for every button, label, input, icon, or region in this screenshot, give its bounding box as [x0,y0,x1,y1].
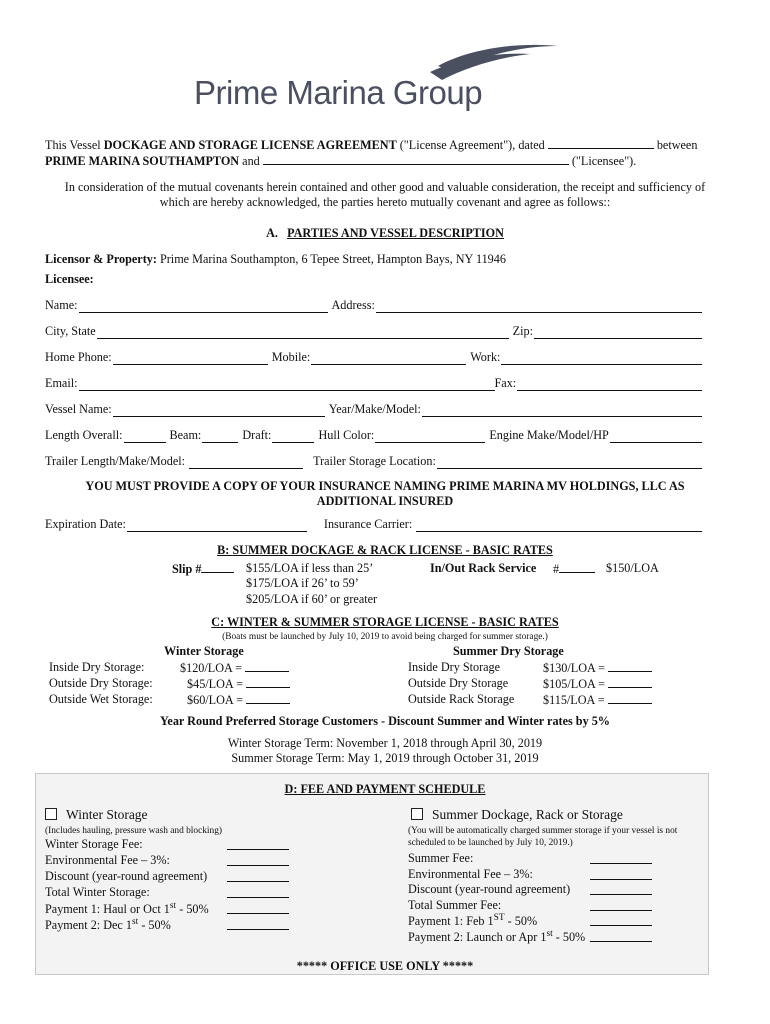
section-a-heading: A. PARTIES AND VESSEL DESCRIPTION [266,226,504,240]
rack-rate: $150/LOA [606,561,659,575]
year-round-discount: Year Round Preferred Storage Customers - Discount Summer and Winter rates by 5% [159,714,610,728]
summer-payment-1-field[interactable] [590,914,652,930]
summer-discount-label: Discount (year-round agreement) [408,882,571,896]
winter-payment-1-label: Payment 1: Haul or Oct 1st - 50% [45,901,209,917]
winter-term: Winter Storage Term: November 1, 2018 through April 30, 2019 [227,736,543,750]
fax-field[interactable] [517,379,702,391]
summer-storage-checkbox[interactable] [411,808,423,820]
winter-rate-label-2: Outside Dry Storage: [49,676,153,690]
winter-outside-wet-amount[interactable] [246,692,290,704]
winter-env-field[interactable] [227,854,289,870]
vessel-row: Vessel Name: Year/Make/Model: [45,402,703,417]
winter-outside-dry-amount[interactable] [246,676,290,688]
slip-rate-1: $155/LOA if less than 25’ [246,561,374,575]
summer-inside-dry-amount[interactable] [608,660,652,672]
summer-rate-2: $105/LOA = [543,676,652,692]
company-logo [190,40,560,120]
winter-fee-label: Winter Storage Fee: [45,837,143,851]
summer-payment-2-label: Payment 2: Launch or Apr 1st - 50% [408,929,586,945]
hull-color-field[interactable] [375,431,485,443]
summer-env-field[interactable] [590,868,652,884]
insurance-row: Expiration Date: Insurance Carrier: [45,517,703,532]
winter-inside-dry-amount[interactable] [245,660,289,672]
winter-payment-2-label: Payment 2: Dec 1st - 50% [45,917,171,933]
section-c-heading: C: WINTER & SUMMER STORAGE LICENSE - BASIC RATES [211,615,559,629]
winter-rate-3: $60/LOA = [187,692,290,708]
insurance-notice-2: ADDITIONAL INSURED [316,494,454,508]
summer-fee-field[interactable] [590,852,652,868]
email-fax-row: Email: Fax: [45,376,703,391]
licensee-name-blank[interactable] [263,153,569,165]
winter-total-field[interactable] [227,886,289,902]
summer-outside-rack-amount[interactable] [608,692,652,704]
summer-total-label: Total Summer Fee: [408,898,502,912]
slip-rate-3: $205/LOA if 60’ or greater [246,592,378,606]
section-c-note: (Boats must be launched by July 10, 2019 to avoid being charged for summer storage.) [222,632,548,642]
summer-rate-3: $115/LOA = [543,692,652,708]
winter-note: (Includes hauling, pressure wash and blocking) [45,826,223,836]
beam-field[interactable] [202,431,238,443]
trailer-row: Trailer Length/Make/Model: Trailer Storage Location: [45,454,703,469]
slip-rate-2: $175/LOA if 26’ to 59’ [246,576,359,590]
trailer-storage-field[interactable] [437,457,702,469]
email-field[interactable] [79,379,495,391]
summer-discount-field[interactable] [590,883,652,899]
winter-rate-label-1: Inside Dry Storage: [49,660,145,674]
rack-number: # [553,561,595,577]
winter-discount-label: Discount (year-round agreement) [45,869,208,883]
winter-storage-checkbox[interactable] [45,808,57,820]
winter-rate-2: $45/LOA = [187,676,290,692]
winter-discount-field[interactable] [227,870,289,886]
winter-total-label: Total Winter Storage: [45,885,150,899]
agreement-line-2: PRIME MARINA SOUTHAMPTON and ("Licensee"). [45,154,637,168]
licensor-line: Licensor & Property: Prime Marina Southampton, 6 Tepee Street, Hampton Bays, NY 11946 [45,252,506,266]
winter-storage-title: Winter Storage [164,644,244,658]
draft-field[interactable] [272,431,314,443]
slip-label: Slip # [172,561,234,577]
summer-note-2: scheduled to be launched by July 10, 2019.) [408,838,573,848]
rack-label: In/Out Rack Service [430,561,537,575]
date-blank[interactable] [548,137,654,149]
expiration-field[interactable] [127,520,307,532]
section-b-heading: B: SUMMER DOCKAGE & RACK LICENSE - BASIC RATES [217,543,553,557]
summer-fee-label: Summer Fee: [408,851,474,865]
summer-rate-label-2: Outside Dry Storage [408,676,509,690]
summer-payment-1-label: Payment 1: Feb 1ST - 50% [408,913,538,929]
length-overall-field[interactable] [124,431,166,443]
consideration-text-2: which are hereby acknowledged, the parties hereto mutually covenant and agree as follows:: [159,195,611,209]
section-d-heading: D: FEE AND PAYMENT SCHEDULE [284,782,486,796]
summer-storage-title: Summer Dry Storage [453,644,564,658]
summer-term: Summer Storage Term: May 1, 2019 through October 31, 2019 [231,751,539,765]
summer-rate-label-1: Inside Dry Storage [408,660,501,674]
work-phone-field[interactable] [501,353,702,365]
insurance-notice-1: YOU MUST PROVIDE A COPY OF YOUR INSURANCE NAMING PRIME MARINA MV HOLDINGS, LLC AS [85,479,685,493]
licensee-label: Licensee: [45,272,94,286]
engine-field[interactable] [610,431,702,443]
zip-field[interactable] [534,327,702,339]
consideration-text-1: In consideration of the mutual covenants herein contained and other good and valuable consideration, the receipt and sufficiency of [64,180,706,194]
office-use-only: ***** OFFICE USE ONLY ***** [296,959,474,973]
vessel-name-field[interactable] [113,405,325,417]
summer-payment-2-field[interactable] [590,930,652,946]
agreement-line-1: This Vessel DOCKAGE AND STORAGE LICENSE AGREEMENT ("License Agreement"), dated between [45,138,698,152]
slip-number-field[interactable] [201,561,234,573]
dimensions-row: Length Overall: Beam: Draft: Hull Color: Engine Make/Model/HP [45,428,703,443]
summer-outside-dry-amount[interactable] [608,676,652,688]
name-address-row: Name: Address: [45,298,703,313]
summer-total-field[interactable] [590,899,652,915]
carrier-field[interactable] [416,520,702,532]
logo-wordmark: Prime Marina Group [194,74,483,111]
summer-rate-label-3: Outside Rack Storage [408,692,515,706]
address-field[interactable] [376,301,702,313]
city-zip-row: City, State Zip: [45,324,703,339]
city-state-field[interactable] [97,327,509,339]
summer-storage-option[interactable]: Summer Dockage, Rack or Storage [411,807,623,823]
winter-storage-option[interactable]: Winter Storage [45,807,148,823]
winter-rate-1: $120/LOA = [180,660,289,676]
winter-fee-field[interactable] [227,838,289,854]
winter-env-label: Environmental Fee – 3%: [45,853,170,867]
summer-rate-1: $130/LOA = [543,660,652,676]
winter-payment-1-field[interactable] [227,902,289,918]
trailer-field[interactable] [189,457,303,469]
summer-env-label: Environmental Fee – 3%: [408,867,533,881]
winter-rate-label-3: Outside Wet Storage: [49,692,153,706]
name-field[interactable] [79,301,328,313]
mobile-field[interactable] [311,353,466,365]
year-make-model-field[interactable] [422,405,702,417]
phone-row: Home Phone: Mobile: Work: [45,350,703,365]
summer-note-1: (You will be automatically charged summer storage if your vessel is not [408,826,678,836]
rack-number-field[interactable] [559,561,595,573]
winter-payment-2-field[interactable] [227,918,289,934]
home-phone-field[interactable] [113,353,268,365]
